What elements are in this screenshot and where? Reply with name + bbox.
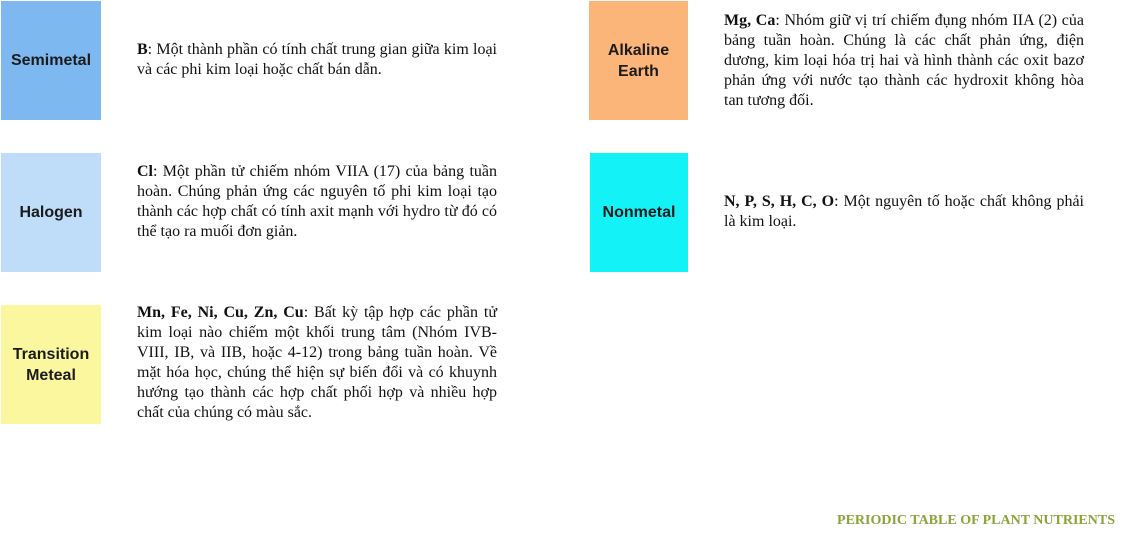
semimetal-text: : Một thành phần có tính chất trung gian giữa kim loại và các phi kim loại hoặc chất bán dẫn.	[137, 41, 497, 78]
alkaline-earth-label: Alkaline Earth	[607, 41, 670, 80]
semimetal-elements: B	[137, 41, 148, 58]
nonmetal-description	[724, 192, 1084, 232]
transition-metal-description	[137, 303, 497, 423]
alkaline-earth-elements: Mg, Ca	[724, 12, 776, 29]
transition-metal-elements: Mn, Fe, Ni, Cu, Zn, Cu	[137, 304, 304, 321]
semimetal-swatch	[1, 1, 101, 120]
alkaline-earth-text: : Nhóm giữ vị trí chiếm đụng nhóm IIA (2) của bảng tuần hoàn. Chúng là các chất phản ứng, điện dương, kim loại hóa trị hai và hình thành các oxit bazơ phản ứng với nước tạo thành các hydroxit không hòa tan tương đối.	[724, 12, 1084, 109]
nonmetal-elements: N, P, S, H, C, O	[724, 193, 835, 210]
footer-title: PERIODIC TABLE OF PLANT NUTRIENTS	[837, 513, 1115, 528]
alkaline-earth-description	[724, 11, 1084, 111]
semimetal-label: Semimetal	[10, 52, 92, 69]
halogen-text: : Một phần tử chiếm nhóm VIIA (17) của bảng tuần hoàn. Chúng phản ứng các nguyên tố phi kim loại tạo thành các hợp chất có tính axit mạnh với hydro từ đó có thể tạo ra muối đơn giản.	[137, 163, 497, 240]
halogen-label: Halogen	[19, 204, 83, 221]
nonmetal-text: : Một nguyên tố hoặc chất không phải là kim loại.	[724, 193, 1085, 230]
halogen-elements: Cl	[137, 163, 153, 180]
nonmetal-label: Nonmetal	[602, 204, 676, 221]
nonmetal-swatch	[590, 153, 688, 272]
transition-metal-label: Transition Meteal	[12, 345, 90, 384]
halogen-swatch	[1, 153, 101, 272]
halogen-description	[137, 162, 497, 242]
semimetal-description	[137, 40, 497, 80]
transition-metal-swatch	[1, 305, 101, 424]
transition-metal-text: : Bất kỳ tập hợp các phần tử kim loại nào chiếm một khối trung tâm (Nhóm IVB-VIII, IB, và IIB, hoặc 4-12) trong bảng tuần hoàn. Về mặt hóa học, chúng thể hiện sự biến đổi và có khuynh hướng tạo thành các hợp chất phối hợp và nhiều hợp chất của chúng có màu sắc.	[137, 304, 497, 421]
alkaline-earth-swatch	[589, 1, 688, 120]
